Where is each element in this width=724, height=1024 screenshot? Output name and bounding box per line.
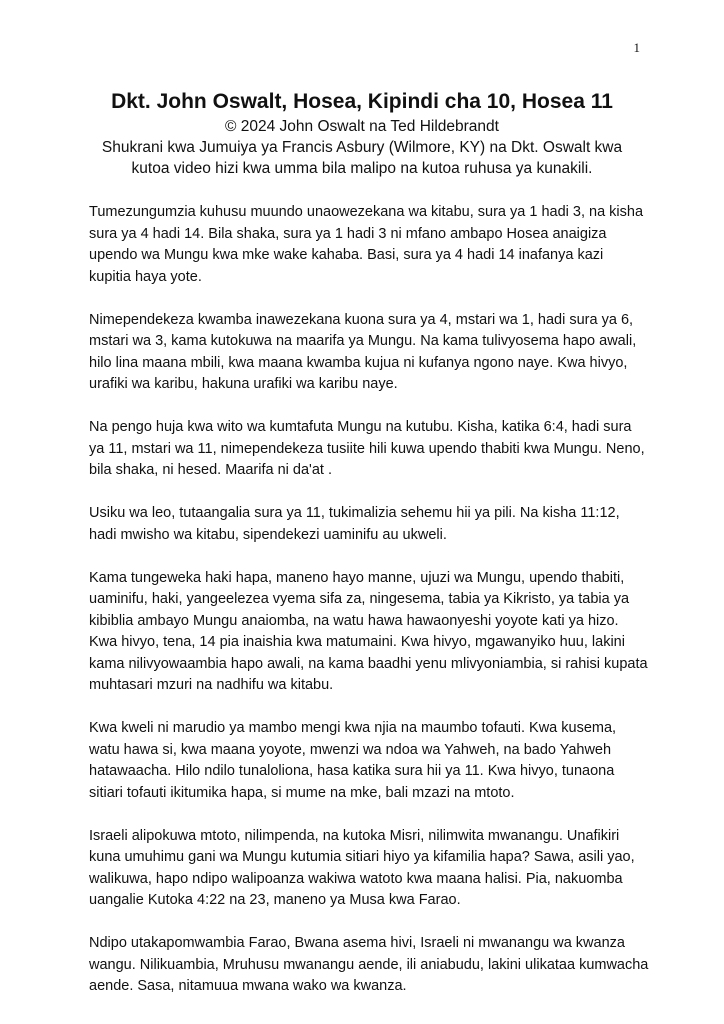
copyright-line: © 2024 John Oswalt na Ted Hildebrandt: [225, 118, 499, 135]
paragraph: Usiku wa leo, tutaangalia sura ya 11, tukimalizia sehemu hii ya pili. Na kisha 11:12, hadi mwisho wa kitabu, sipendekezi uaminifu au ukweli.: [89, 505, 620, 543]
document-title: Dkt. John Oswalt, Hosea, Kipindi cha 10, Hosea 11: [111, 90, 613, 113]
document-body: [89, 202, 649, 1019]
paragraph: Israeli alipokuwa mtoto, nilimpenda, na kutoka Misri, nilimwita mwanangu. Unafikiri kuna umuhimu gani wa Mungu kutumia sitiari hiyo ya kifamilia hapa? Sawa, asili yao, walikuwa, hapo ndipo walipoanza wakiwa watoto kwa maana halisi. Pia, nakuomba uangalie Kutoka 4:22 na 23, maneno ya Musa kwa Farao.: [89, 827, 635, 908]
page-number: 1: [633, 40, 640, 55]
paragraph: Ndipo utakapomwambia Farao, Bwana asema hivi, Israeli ni mwanangu wa kwanza wangu. Nilikuambia, Mruhusu mwanangu aende, ili aniabudu, lakini ulikataa kumwacha aende. Sasa, nitamuua mwana wako wa kwanza.: [89, 935, 649, 994]
paragraph: Kwa kweli ni marudio ya mambo mengi kwa njia na maumbo tofauti. Kwa kusema, watu hawa si, kwa maana yoyote, mwenzi wa ndoa wa Yahweh, na bado Yahweh hatawaacha. Hilo ndilo tunaloliona, hasa katika sura hii ya 11. Kwa hivyo, tunaona sitiari tofauti ikitumika hapa, si mume na mke, bali mzazi na mtoto.: [89, 720, 617, 801]
paragraph: Na pengo huja kwa wito wa kumtafuta Mungu na kutubu. Kisha, katika 6:4, hadi sura ya 11, mstari wa 11, nimependekeza tusiite hili kuwa upendo thabiti kwa Mungu. Neno, bila shaka, ni hesed. Maarifa ni da'at .: [89, 419, 645, 478]
document-header: [70, 88, 654, 179]
paragraph: Nimependekeza kwamba inawezekana kuona sura ya 4, mstari wa 1, hadi sura ya 6, mstari wa 3, kama kutokuwa na maarifa ya Mungu. Na kama tulivyosema hapo awali, hilo lina maana mbili, kwa maana kwamba kujua ni kufanya ngono naye. Kwa hivyo, urafiki wa karibu, hakuna urafiki wa karibu naye.: [89, 311, 637, 392]
acknowledgement-line-1: Shukrani kwa Jumuiya ya Francis Asbury (Wilmore, KY) na Dkt. Oswalt kwa: [101, 139, 623, 156]
acknowledgement-line-2: kutoa video hizi kwa umma bila malipo na kutoa ruhusa ya kunakili.: [131, 160, 593, 177]
paragraph: Kama tungeweka haki hapa, maneno hayo manne, ujuzi wa Mungu, upendo thabiti, uaminifu, haki, yangeelezea vyema sifa za, ningesema, tabia ya Kikristo, ya tabia ya kibiblia ambayo Mungu anaiomba, na watu hawa hawaonyeshi yoyote kati ya hizo. Kwa hivyo, tena, 14 pia inaishia kwa matumaini. Kwa hivyo, mgawanyiko huu, lakini kama nilivyowaambia hapo awali, na kama baadhi yenu mlivyoniambia, si rahisi kupata muhtasari mzuri na nadhifu wa kitabu.: [89, 569, 648, 693]
paragraph: Tumezungumzia kuhusu muundo unaowezekana wa kitabu, sura ya 1 hadi 3, na kisha sura ya 4 hadi 14. Bila shaka, sura ya 1 hadi 3 ni mfano ambapo Hosea anaigiza upendo wa Mungu kwa mke wake kahaba. Basi, sura ya 4 hadi 14 inafanya kazi kupitia haya yote.: [89, 204, 644, 285]
